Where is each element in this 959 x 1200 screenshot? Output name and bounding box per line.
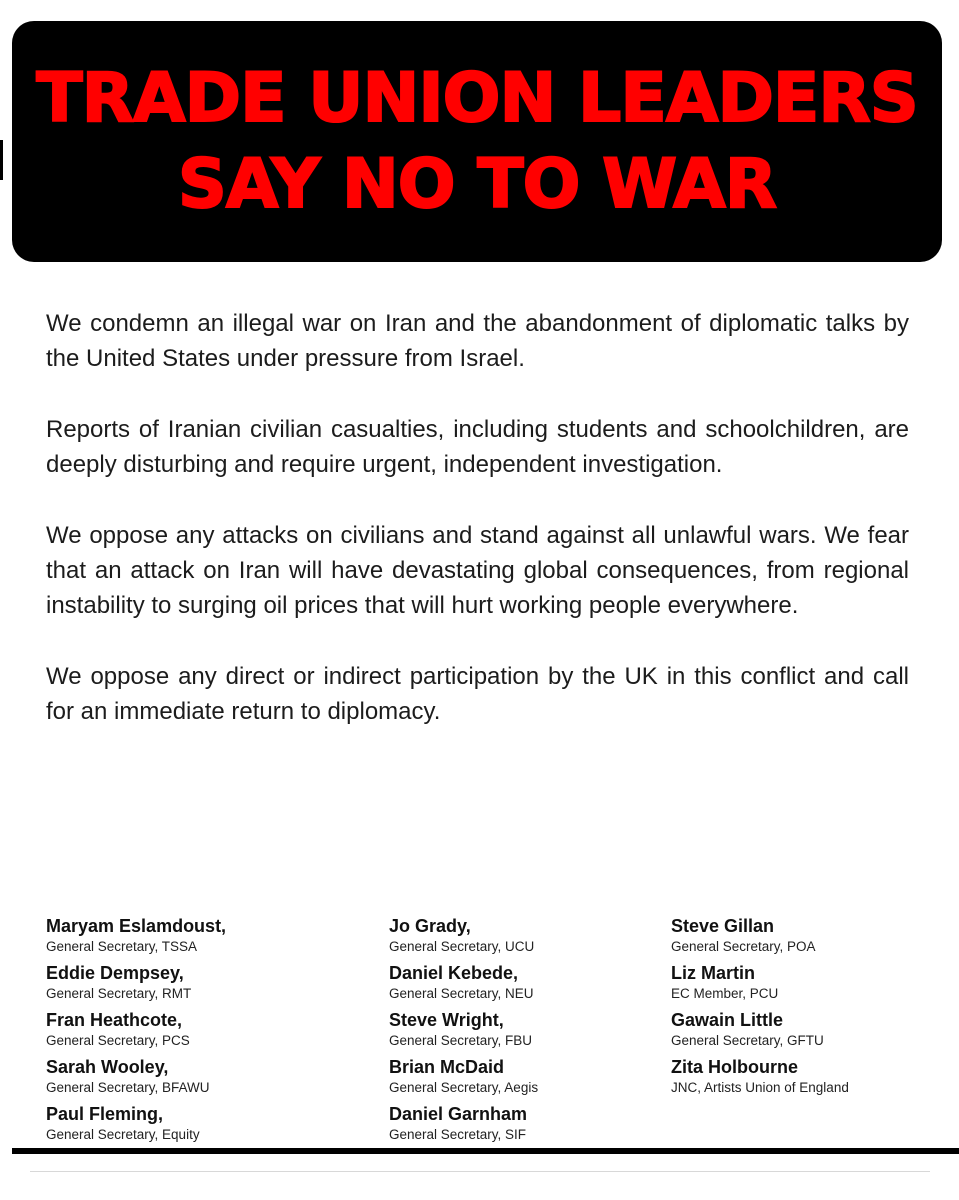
signatory [389,1055,538,1102]
signatory-name: Zita Holbourne [671,1057,798,1077]
signatory [389,961,538,1008]
signatory-role: General Secretary, PCS [46,1033,190,1048]
headline-line-2: SAY NO TO WAR [177,144,777,224]
signatory-role: General Secretary, FBU [389,1033,533,1048]
signatory-name: Sarah Wooley, [46,1057,169,1077]
signatory-column-1 [46,914,226,1149]
signatory [389,1008,538,1055]
signatory-name: Gawain Little [671,1010,784,1030]
signatory [671,914,849,961]
signatory-role: General Secretary, SIF [389,1127,527,1142]
signatory [389,1102,538,1149]
signatory-role: General Secretary, Equity [46,1127,200,1142]
signatory-name: Eddie Dempsey, [46,963,184,983]
signatory [671,1055,849,1102]
signatory-role: General Secretary, NEU [389,986,534,1001]
headline-line-1: TRADE UNION LEADERS [36,58,918,138]
signatory [671,1008,849,1055]
signatory-role: General Secretary, UCU [389,939,535,954]
signatory-name: Liz Martin [671,963,755,983]
signatory [46,1102,226,1149]
signatory [671,961,849,1008]
signatory-role: General Secretary, TSSA [46,939,198,954]
signatory-name: Paul Fleming, [46,1104,164,1124]
headline-banner [12,21,942,262]
signatory-column-3 [671,914,849,1102]
paragraph-3: We oppose any attacks on civilians and stand against all unlawful wars. We fear that an attack on Iran will have devastating global consequences, from regional instability to surging oil prices that will hurt working people everywhere. [46,522,909,619]
signatory-name: Daniel Garnham [389,1104,528,1124]
signatory-role: General Secretary, GFTU [671,1033,824,1048]
paragraph-2: Reports of Iranian civilian casualties, including students and schoolchildren, are deeply disturbing and require urgent, independent investigation. [46,416,909,478]
signatory-role: EC Member, PCU [671,986,779,1001]
signatory-role: General Secretary, BFAWU [46,1080,210,1095]
signatory [46,1055,226,1102]
bottom-divider-thick [12,1148,959,1154]
signatory [46,1008,226,1055]
signatory-name: Steve Gillan [671,916,775,936]
signatory [389,914,538,961]
signatory-name: Steve Wright, [389,1010,504,1030]
signatory [46,961,226,1008]
signatory-name: Daniel Kebede, [389,963,519,983]
signatory-role: General Secretary, POA [671,939,816,954]
signatory-role: JNC, Artists Union of England [671,1080,849,1095]
left-edge-mark [0,140,3,180]
signatory-name: Maryam Eslamdoust, [46,916,227,936]
signatory-name: Brian McDaid [389,1057,505,1077]
signatory-column-2 [389,914,538,1149]
signatory [46,914,226,961]
paragraph-1: We condemn an illegal war on Iran and the abandonment of diplomatic talks by the United States under pressure from Israel. [46,310,909,372]
signatory-name: Fran Heathcote, [46,1010,183,1030]
statement-body [46,306,909,765]
signatory-name: Jo Grady, [389,916,471,936]
bottom-divider-thin [30,1171,930,1172]
signatory-role: General Secretary, RMT [46,986,192,1001]
signatory-role: General Secretary, Aegis [389,1080,539,1095]
paragraph-4: We oppose any direct or indirect participation by the UK in this conflict and call for an immediate return to diplomacy. [46,663,909,725]
